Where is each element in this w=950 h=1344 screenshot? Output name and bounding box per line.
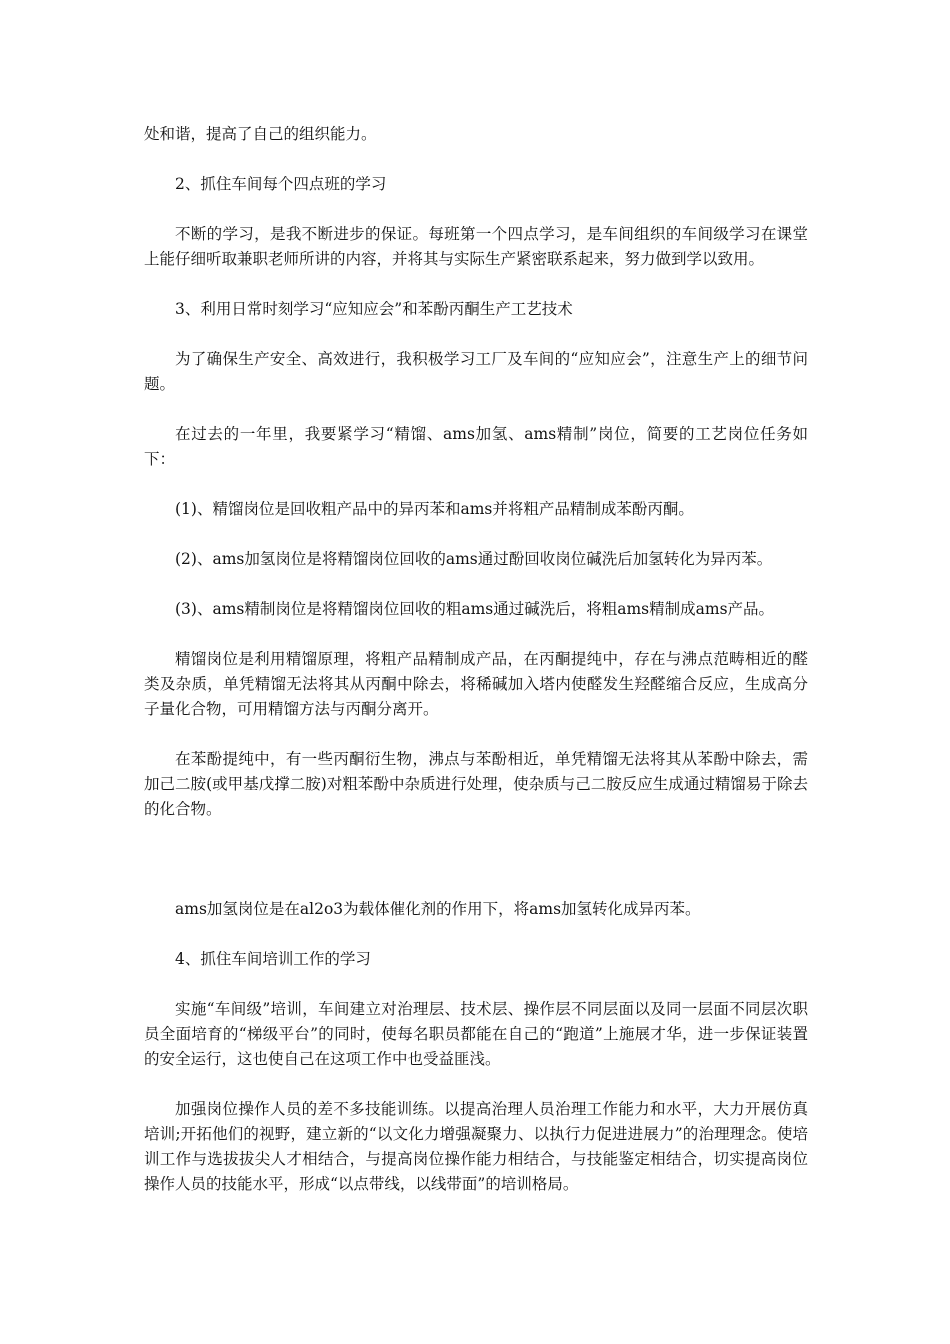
paragraph-phenol-purification: 在苯酚提纯中，有一些丙酮衍生物，沸点与苯酚相近，单凭精馏无法将其从苯酚中除去，需加己二胺(或甲基戊撑二胺)对粗苯酚中杂质进行处理，使杂质与己二胺反应生成通过精馏易于除去的化合物。 <box>144 750 808 818</box>
section-heading-2: 2、抓住车间每个四点班的学习 <box>175 175 387 193</box>
list-item-3: (3)、ams精制岗位是将精馏岗位回收的粗ams通过碱洗后，将粗ams精制成ams产品。 <box>175 600 775 618</box>
paragraph-positions-intro: 在过去的一年里，我要紧学习“精馏、ams加氢、ams精制”岗位，简要的工艺岗位任务如下： <box>144 425 808 468</box>
paragraph-skills: 加强岗位操作人员的差不多技能训练。以提高治理人员治理工作能力和水平，大力开展仿真培训;开拓他们的视野，建立新的“以文化力增强凝聚力、以执行力促进进展力”的治理理念。使培训工作与选拔拔尖人才相结合，与提高岗位操作能力相结合，与技能鉴定相结合，切实提高岗位操作人员的技能水平，形成“以点带线，以线带面”的培训格局。 <box>144 1100 808 1193</box>
section-heading-4: 4、抓住车间培训工作的学习 <box>175 950 371 968</box>
paragraph-study: 不断的学习，是我不断进步的保证。每班第一个四点学习，是车间组织的车间级学习在课堂上能仔细听取兼职老师所讲的内容，并将其与实际生产紧密联系起来，努力做到学以致用。 <box>144 225 808 268</box>
paragraph-distillation: 精馏岗位是利用精馏原理，将粗产品精制成产品，在丙酮提纯中，存在与沸点范畴相近的醛类及杂质，单凭精馏无法将其从丙酮中除去，将稀碱加入塔内使醛发生羟醛缩合反应，生成高分子量化合物，可用精馏方法与丙酮分离开。 <box>144 650 808 718</box>
blank-gap <box>144 847 808 897</box>
list-item-1: (1)、精馏岗位是回收粗产品中的异丙苯和ams并将粗产品精制成苯酚丙酮。 <box>175 500 694 518</box>
document-body <box>144 122 808 1222</box>
section-heading-3: 3、利用日常时刻学习“应知应会”和苯酚丙酮生产工艺技术 <box>175 300 573 318</box>
paragraph-hydrogenation: ams加氢岗位是在al2o3为载体催化剂的作用下，将ams加氢转化成异丙苯。 <box>175 900 701 918</box>
paragraph-safety: 为了确保生产安全、高效进行，我积极学习工厂及车间的“应知应会”，注意生产上的细节问题。 <box>144 350 808 393</box>
paragraph-training: 实施“车间级”培训，车间建立对治理层、技术层、操作层不同层面以及同一层面不同层次职员全面培育的“梯级平台”的同时，使每名职员都能在自己的“跑道”上施展才华，进一步保证装置的安全运行，这也使自己在这项工作中也受益匪浅。 <box>144 1000 808 1068</box>
paragraph-continuation: 处和谐，提高了自己的组织能力。 <box>144 125 377 143</box>
list-item-2: (2)、ams加氢岗位是将精馏岗位回收的ams通过酚回收岗位碱洗后加氢转化为异丙苯。 <box>175 550 773 568</box>
